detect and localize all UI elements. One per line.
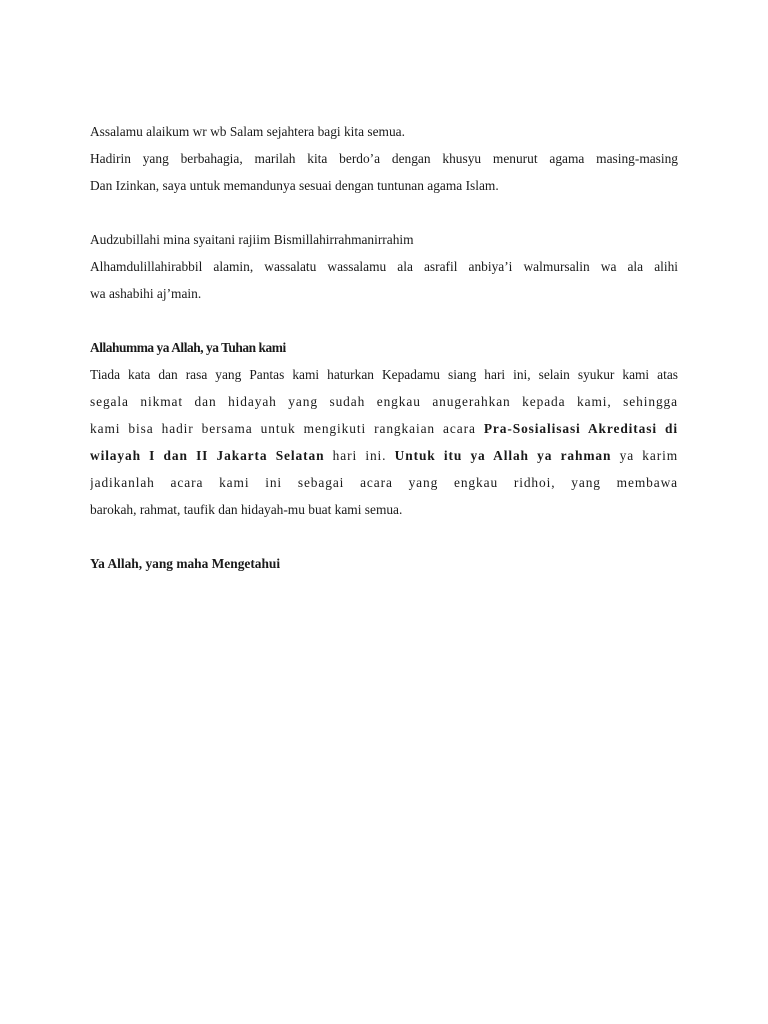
section-heading-maha-mengetahui: Ya Allah, yang maha Mengetahui [90,556,281,571]
invocation-bold: Untuk itu ya Allah ya rahman [394,448,612,463]
prayer-line-4 [90,442,678,469]
opening-line-2: Alhamdulillahirabbil alamin, wassalatu wassalamu ala asrafil anbiya’i walmursalin wa ala alihi [90,259,678,274]
greeting-line-1: Assalamu alaikum wr wb Salam sejahtera bagi kita semua. [90,124,405,139]
prayer-line-4-text: hari ini. [332,448,387,463]
prayer-line-1: Tiada kata dan rasa yang Pantas kami haturkan Kepadamu siang hari ini, selain syukur kami atas [90,367,678,382]
prayer-line-3 [90,415,678,442]
greeting-line-3: Dan Izinkan, saya untuk memandunya sesuai dengan tuntunan agama Islam. [90,178,499,193]
event-name-bold-part1: Pra-Sosialisasi Akreditasi di [483,421,678,436]
greeting-line-2: Hadirin yang berbahagia, marilah kita berdo’a dengan khusyu menurut agama masing-masing [90,151,678,166]
prayer-line-6: barokah, rahmat, taufik dan hidayah-mu buat kami semua. [90,502,403,517]
prayer-line-3-text: kami bisa hadir bersama untuk mengikuti rangkaian acara [90,421,476,436]
prayer-line-2: segala nikmat dan hidayah yang sudah engkau anugerahkan kepada kami, sehingga [90,394,678,409]
document-page [90,118,678,577]
prayer-line-4-tail: ya karim [619,448,678,463]
paragraph-gap [90,199,678,226]
event-name-bold-part2: wilayah I dan II Jakarta Selatan [90,448,325,463]
section-heading-allahumma: Allahumma ya Allah, ya Tuhan kami [90,340,286,355]
opening-line-1: Audzubillahi mina syaitani rajiim Bismillahirrahmanirrahim [90,232,414,247]
paragraph-gap [90,307,678,334]
prayer-line-5: jadikanlah acara kami ini sebagai acara yang engkau ridhoi, yang membawa [90,475,678,490]
opening-line-3: wa ashabihi aj’main. [90,286,202,301]
paragraph-gap [90,523,678,550]
